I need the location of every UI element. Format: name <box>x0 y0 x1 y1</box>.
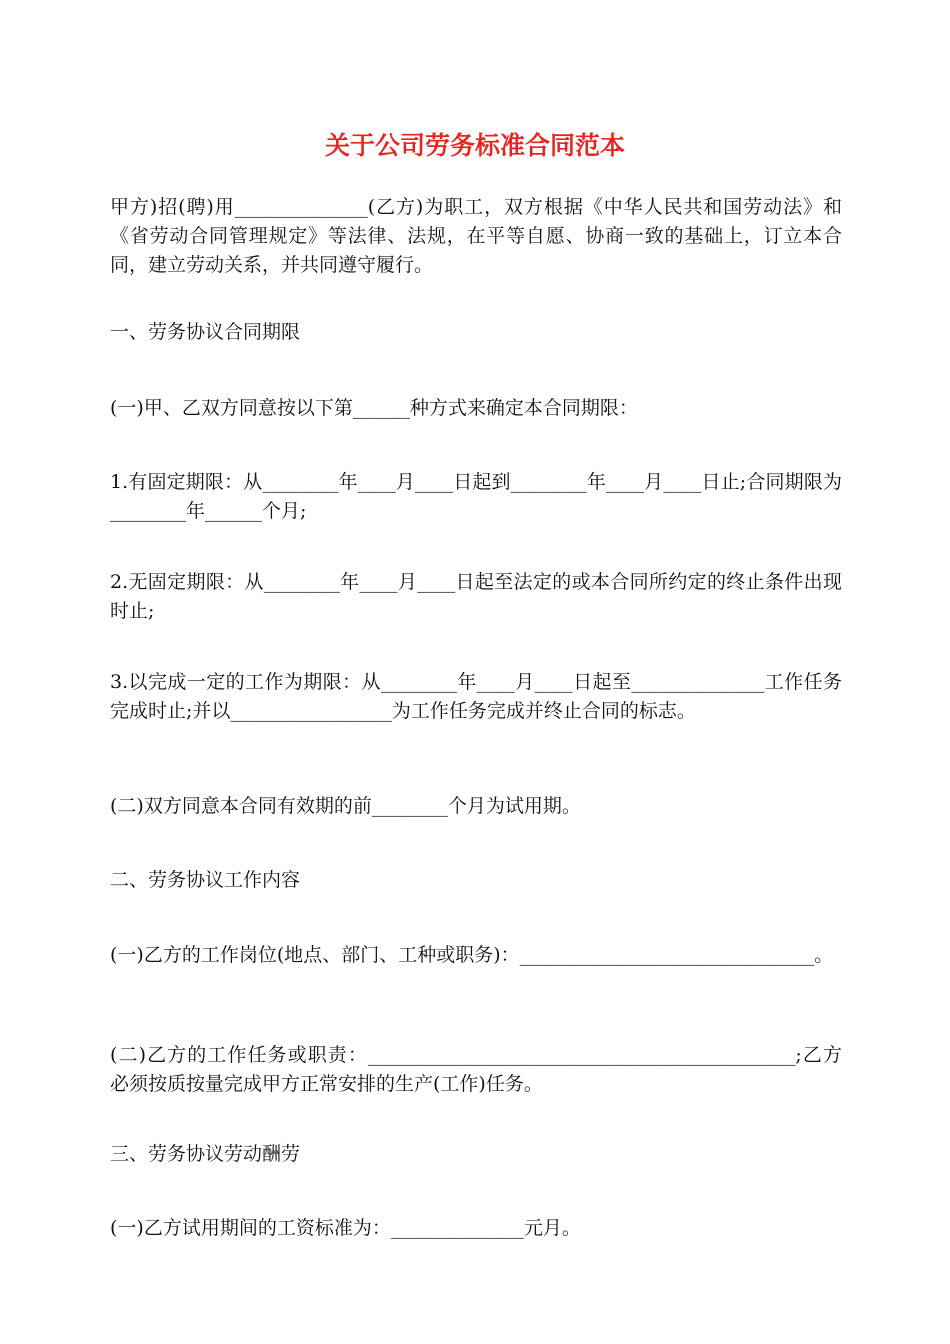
paragraph-term-method: (一)甲、乙双方同意按以下第______种方式来确定本合同期限： <box>110 397 638 419</box>
section-heading-term: 一、劳务协议合同期限 <box>110 321 301 343</box>
section-heading-work-content: 二、劳务协议工作内容 <box>110 869 301 891</box>
paragraph-work-position: (一)乙方的工作岗位(地点、部门、工种或职务)：_______________________________。 <box>110 944 834 966</box>
section-heading-remuneration: 三、劳务协议劳动酬劳 <box>110 1143 301 1165</box>
paragraph-fixed-term: 1.有固定期限：从________年____月____日起到________年____月____日止;合同期限为________年______个月; <box>110 471 842 522</box>
paragraph-probation: (二)双方同意本合同有效期的前________个月为试用期。 <box>110 795 581 817</box>
paragraph-probation-wage: (一)乙方试用期间的工资标准为：______________元月。 <box>110 1217 581 1239</box>
paragraph-open-term: 2.无固定期限：从________年____月____日起至法定的或本合同所约定的终止条件出现时止; <box>110 571 842 622</box>
document-title: 关于公司劳务标准合同范本 <box>324 131 625 160</box>
paragraph-work-duties: (二)乙方的工作任务或职责：_____________________________________________;乙方必须按质按量完成甲方正常安排的生产(工作)任务。 <box>110 1044 842 1095</box>
paragraph-task-term: 3.以完成一定的工作为期限：从________年____月____日起至______________工作任务完成时止;并以_________________为工作任务完成并终止合同的标志。 <box>110 671 842 722</box>
paragraph-intro: 甲方)招(聘)用______________(乙方)为职工，双方根据《中华人民共和国劳动法》和《省劳动合同管理规定》等法律、法规，在平等自愿、协商一致的基础上，订立本合同，建立劳动关系，并共同遵守履行。 <box>110 196 842 276</box>
